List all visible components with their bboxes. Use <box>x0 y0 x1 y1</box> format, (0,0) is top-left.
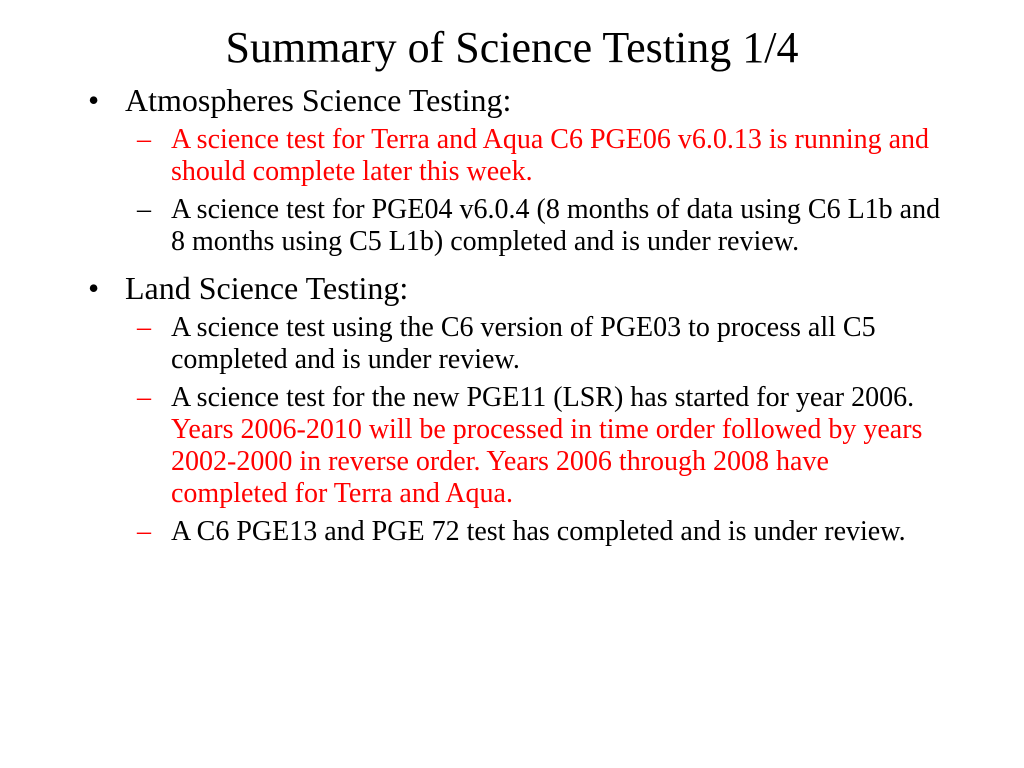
sub-item-atmospheres-pge04 <box>88 194 948 258</box>
bullet-icon: • <box>88 82 100 118</box>
sub-item-land-pge13 <box>88 516 948 548</box>
section-heading: Atmospheres Science Testing: <box>125 82 512 118</box>
sub-item-atmospheres-pge06 <box>88 124 948 188</box>
dash-icon: – <box>137 312 151 343</box>
item-text-highlight: Years 2006-2010 will be processed in time order followed by years 2002-2000 in reverse order. Years 2006 through 2008 have completed for Terra and Aqua. <box>171 414 923 509</box>
dash-icon: – <box>137 382 151 413</box>
slide-body <box>88 82 948 548</box>
dash-icon: – <box>137 516 151 547</box>
item-text: A science test using the C6 version of PGE03 to process all C5 completed and is under review. <box>171 312 876 375</box>
bullet-icon: • <box>88 270 100 306</box>
item-text: A C6 PGE13 and PGE 72 test has completed and is under review. <box>171 516 906 547</box>
dash-icon: – <box>137 194 151 225</box>
slide-title: Summary of Science Testing 1/4 <box>225 23 799 72</box>
bullet-atmospheres <box>88 82 948 118</box>
item-text: A science test for the new PGE11 (LSR) has started for year 2006. <box>171 382 928 413</box>
sub-item-land-pge11 <box>88 382 948 510</box>
item-text-highlight: A science test for Terra and Aqua C6 PGE06 v6.0.13 is running and should complete later this week. <box>171 124 930 187</box>
item-text: A science test for PGE04 v6.0.4 (8 months of data using C6 L1b and 8 months using C5 L1b) completed and is under review. <box>171 194 941 257</box>
sub-item-land-pge03 <box>88 312 948 376</box>
bullet-land <box>88 270 948 306</box>
section-heading: Land Science Testing: <box>125 270 409 306</box>
dash-icon: – <box>137 124 151 155</box>
